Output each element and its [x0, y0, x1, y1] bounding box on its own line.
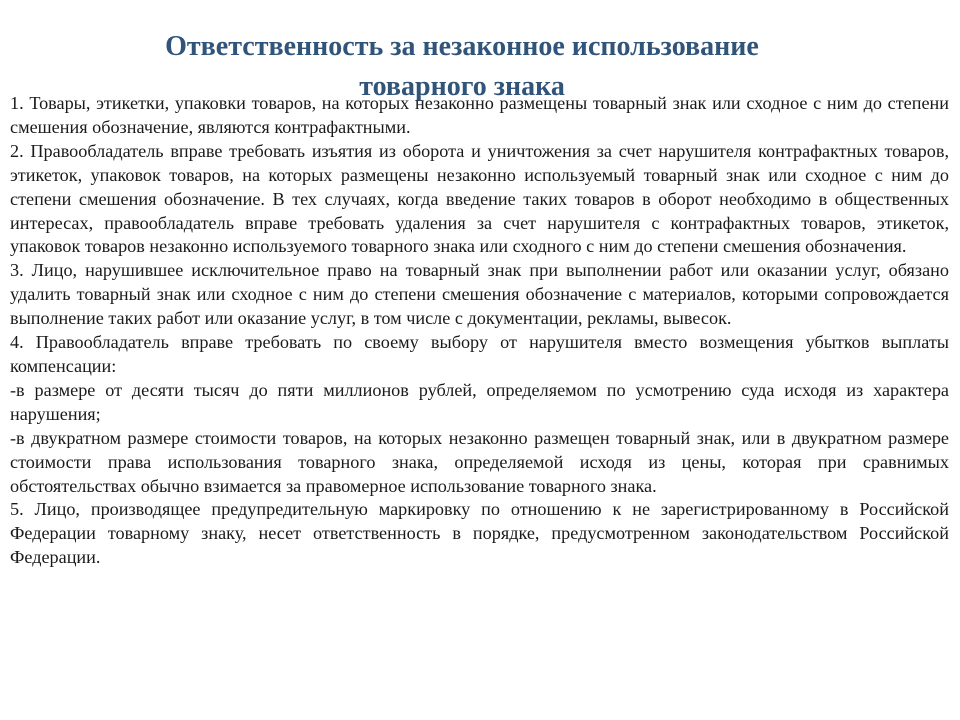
paragraph-4-bullet-2: -в двукратном размере стоимости товаров, на которых незаконно размещен товарный знак, или в двукратном размере стоимости права использования товарного знака, определяемой исходя из цены, которая при сравнимых обстоятельствах обычно взимается за правомерное использование товарного знака.: [10, 427, 949, 496]
paragraph-4: 4. Правообладатель вправе требовать по своему выбору от нарушителя вместо возмещения убытков выплаты компенсации:: [10, 332, 949, 376]
paragraph-2: 2. Правообладатель вправе требовать изъятия из оборота и уничтожения за счет нарушителя контрафактных товаров, этикеток, упаковок товаров, на которых размещены незаконно используемый товарный знак или сходное с ним до степени смешения обозначение. В тех случаях, когда введение таких товаров в оборот необходимо в общественных интересах, правообладатель вправе требовать удаления за счет нарушителя с контрафактных товаров, этикеток, упаковок товаров незаконно используемого товарного знака или сходного с ним до степени смешения обозначения.: [10, 140, 949, 257]
paragraph-4-bullet-1: -в размере от десяти тысяч до пяти миллионов рублей, определяемом по усмотрению суда исходя из характера нарушения;: [10, 379, 949, 424]
paragraph-3: 3. Лицо, нарушившее исключительное право на товарный знак при выполнении работ или оказании услуг, обязано удалить товарный знак или сходное с ним до степени смешения обозначение с материалов, которыми сопровождается выполнение таких работ или оказание услуг, в том числе с документации, рекламы, вывесок.: [10, 260, 949, 329]
slide-body: [10, 92, 949, 570]
paragraph-5: 5. Лицо, производящее предупредительную маркировку по отношению к не зарегистрированному в Российской Федерации товарному знаку, несет ответственность в порядке, предусмотренном законодательством Российской Федерации.: [10, 499, 949, 568]
paragraph-1: 1. Товары, этикетки, упаковки товаров, на которых незаконно размещены товарный знак или сходное с ним до степени смешения обозначение, являются контрафактными.: [10, 93, 949, 137]
slide-title-line-2: товарного знака: [359, 70, 565, 102]
slide-title-line-1: Ответственность за незаконное использование: [165, 30, 759, 62]
